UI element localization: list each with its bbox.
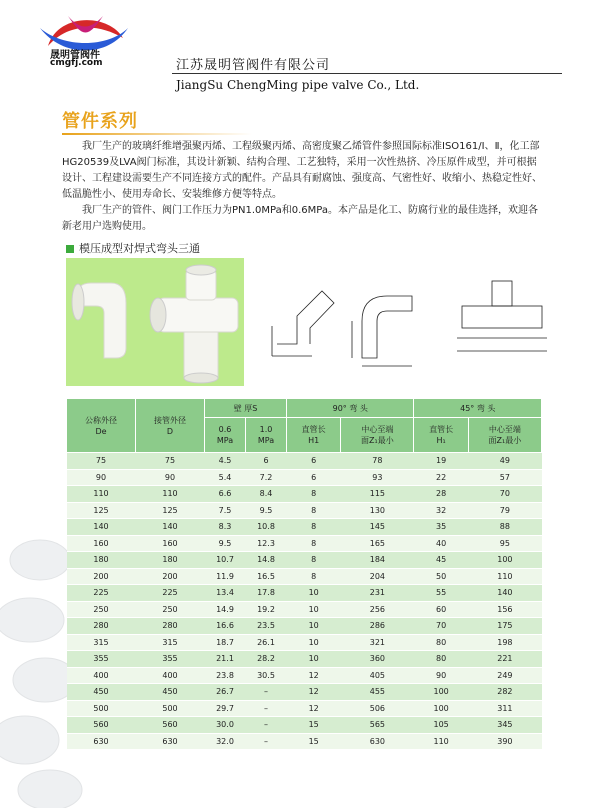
table-cell: 26.7	[205, 684, 246, 701]
table-cell: 221	[468, 651, 541, 668]
table-cell: 49	[468, 453, 541, 470]
table-cell: 32	[414, 502, 468, 519]
table-cell: 10.8	[246, 519, 287, 536]
table-cell: 140	[468, 585, 541, 602]
table-cell: 40	[414, 535, 468, 552]
table-row	[67, 684, 542, 701]
table-cell: 140	[136, 519, 205, 536]
table-cell: 30.5	[246, 667, 287, 684]
table-cell: 145	[341, 519, 414, 536]
table-cell: 110	[136, 486, 205, 503]
intro-paragraph: 我厂生产的玻璃纤维增强聚丙烯、工程级聚丙烯、高密度聚乙烯管件参照国际标准ISO161/Ⅰ、Ⅱ，化工部HG20539及LVA阀门标准，其设计新颖、结构合理、工艺独特，采用一次性热挤、冷压原件成型，并可根据设计、工程建设需要生产不同连接方式的配件。产品具有耐腐蚀、强度高、气密性好、收缩小、热稳定性好、低温脆性小、使用寿命长、安装维修方便等特点。	[62, 141, 542, 200]
table-cell: 6	[287, 469, 341, 486]
table-cell: 8	[287, 502, 341, 519]
table-cell: 500	[67, 700, 136, 717]
table-cell: 19	[414, 453, 468, 470]
table-cell: 95	[468, 535, 541, 552]
technical-drawings	[262, 266, 562, 370]
table-cell: 45	[414, 552, 468, 569]
table-cell: 198	[468, 634, 541, 651]
table-cell: 390	[468, 733, 541, 750]
table-cell: 5.4	[205, 469, 246, 486]
table-cell: 9.5	[205, 535, 246, 552]
table-cell: 8	[287, 486, 341, 503]
table-cell: 80	[414, 634, 468, 651]
table-cell: 28.2	[246, 651, 287, 668]
table-cell: 6	[246, 453, 287, 470]
bullet-square-icon	[66, 245, 74, 253]
table-cell: 29.7	[205, 700, 246, 717]
table-cell: 100	[414, 684, 468, 701]
table-cell: 250	[67, 601, 136, 618]
table-cell: 156	[468, 601, 541, 618]
table-cell: 125	[136, 502, 205, 519]
table-cell: 249	[468, 667, 541, 684]
elbow-tee-image	[66, 258, 244, 386]
table-cell: –	[246, 700, 287, 717]
pressure-paragraph: 我厂生产的管件、阀门工作压力为PN1.0MPa和0.6MPa。本产品是化工、防腐行业的最佳选择，欢迎各新老用户选购使用。	[62, 205, 538, 232]
table-cell: 10	[287, 585, 341, 602]
table-cell: 256	[341, 601, 414, 618]
table-cell: 90	[414, 667, 468, 684]
table-cell: 90	[67, 469, 136, 486]
table-cell: 15	[287, 717, 341, 734]
table-row	[67, 552, 542, 569]
table-cell: 28	[414, 486, 468, 503]
table-cell: 93	[341, 469, 414, 486]
header-center-45: 中心至端 面Z₁最小	[468, 418, 541, 453]
header-wall-thickness: 壁 厚S	[205, 399, 287, 418]
table-cell: 200	[136, 568, 205, 585]
table-cell: 560	[67, 717, 136, 734]
table-cell: 360	[341, 651, 414, 668]
table-cell: 405	[341, 667, 414, 684]
table-cell: 400	[67, 667, 136, 684]
table-cell: 4.5	[205, 453, 246, 470]
table-cell: 6.6	[205, 486, 246, 503]
table-cell: 30.0	[205, 717, 246, 734]
table-cell: 8.3	[205, 519, 246, 536]
table-cell: 10	[287, 651, 341, 668]
title-underline	[62, 133, 252, 135]
table-cell: 180	[67, 552, 136, 569]
table-cell: 560	[136, 717, 205, 734]
table-cell: 17.8	[246, 585, 287, 602]
table-row	[67, 601, 542, 618]
table-cell: 7.5	[205, 502, 246, 519]
table-cell: –	[246, 717, 287, 734]
table-cell: –	[246, 733, 287, 750]
table-cell: 100	[414, 700, 468, 717]
table-cell: 79	[468, 502, 541, 519]
table-cell: 180	[136, 552, 205, 569]
table-cell: 225	[67, 585, 136, 602]
table-cell: 115	[341, 486, 414, 503]
table-cell: 14.9	[205, 601, 246, 618]
table-cell: 355	[67, 651, 136, 668]
table-cell: 110	[468, 568, 541, 585]
table-cell: 78	[341, 453, 414, 470]
table-cell: 105	[414, 717, 468, 734]
company-name-cn: 江苏晟明管阀件有限公司	[176, 58, 331, 73]
table-cell: 345	[468, 717, 541, 734]
table-cell: 500	[136, 700, 205, 717]
subheading-text: 模压成型对焊式弯头三通	[79, 242, 200, 255]
table-cell: 10	[287, 601, 341, 618]
table-cell: 100	[468, 552, 541, 569]
table-cell: 321	[341, 634, 414, 651]
table-cell: 565	[341, 717, 414, 734]
table-cell: 311	[468, 700, 541, 717]
table-cell: 455	[341, 684, 414, 701]
table-cell: 10.7	[205, 552, 246, 569]
table-cell: 75	[136, 453, 205, 470]
table-row	[67, 568, 542, 585]
table-cell: 18.7	[205, 634, 246, 651]
table-cell: 70	[468, 486, 541, 503]
table-cell: 22	[414, 469, 468, 486]
header-straight-90: 直管长 H1	[287, 418, 341, 453]
table-cell: 6	[287, 453, 341, 470]
table-cell: 80	[414, 651, 468, 668]
table-row	[67, 585, 542, 602]
table-cell: 8	[287, 568, 341, 585]
table-cell: 23.5	[246, 618, 287, 635]
table-cell: 184	[341, 552, 414, 569]
table-cell: 88	[468, 519, 541, 536]
table-cell: 450	[136, 684, 205, 701]
table-cell: 280	[136, 618, 205, 635]
table-cell: 23.8	[205, 667, 246, 684]
table-cell: 32.0	[205, 733, 246, 750]
header-divider	[172, 73, 562, 74]
table-cell: 75	[67, 453, 136, 470]
table-cell: 225	[136, 585, 205, 602]
header-pipe-od: 接管外径 D	[136, 399, 205, 453]
table-cell: 12.3	[246, 535, 287, 552]
table-cell: 110	[67, 486, 136, 503]
header-wall-06: 0.6 MPa	[205, 418, 246, 453]
header-straight-45: 直管长 H₁	[414, 418, 468, 453]
table-row	[67, 469, 542, 486]
table-cell: 8	[287, 552, 341, 569]
table-cell: 250	[136, 601, 205, 618]
table-cell: 26.1	[246, 634, 287, 651]
table-cell: 60	[414, 601, 468, 618]
table-row	[67, 667, 542, 684]
table-cell: 630	[341, 733, 414, 750]
table-row	[67, 453, 542, 470]
table-cell: 175	[468, 618, 541, 635]
table-cell: 165	[341, 535, 414, 552]
table-row	[67, 733, 542, 750]
table-cell: 8.4	[246, 486, 287, 503]
table-cell: 70	[414, 618, 468, 635]
table-cell: 400	[136, 667, 205, 684]
table-row	[67, 700, 542, 717]
table-cell: 16.5	[246, 568, 287, 585]
logo-url: cmgfj.com	[50, 58, 103, 68]
table-cell: 8	[287, 535, 341, 552]
table-cell: 16.6	[205, 618, 246, 635]
table-cell: 204	[341, 568, 414, 585]
table-cell: 630	[136, 733, 205, 750]
table-cell: 160	[67, 535, 136, 552]
table-cell: 15	[287, 733, 341, 750]
table-cell: 12	[287, 684, 341, 701]
table-cell: 282	[468, 684, 541, 701]
table-cell: 90	[136, 469, 205, 486]
table-cell: 280	[67, 618, 136, 635]
table-cell: 315	[67, 634, 136, 651]
header-wall-10: 1.0 MPa	[246, 418, 287, 453]
table-cell: 231	[341, 585, 414, 602]
table-cell: 35	[414, 519, 468, 536]
table-cell: 12	[287, 700, 341, 717]
table-cell: 450	[67, 684, 136, 701]
table-cell: 12	[287, 667, 341, 684]
table-cell: 286	[341, 618, 414, 635]
table-cell: 55	[414, 585, 468, 602]
table-row	[67, 618, 542, 635]
table-cell: 7.2	[246, 469, 287, 486]
table-cell: 10	[287, 634, 341, 651]
table-cell: 9.5	[246, 502, 287, 519]
table-row	[67, 486, 542, 503]
table-cell: 315	[136, 634, 205, 651]
table-row	[67, 651, 542, 668]
section-title: 管件系列	[62, 111, 138, 132]
table-row	[67, 634, 542, 651]
table-cell: 630	[67, 733, 136, 750]
table-cell: 140	[67, 519, 136, 536]
table-cell: 506	[341, 700, 414, 717]
fittings-spec-table	[66, 398, 542, 750]
table-row	[67, 519, 542, 536]
table-cell: 200	[67, 568, 136, 585]
header-nominal-od: 公称外径 De	[67, 399, 136, 453]
table-row	[67, 535, 542, 552]
table-cell: 21.1	[205, 651, 246, 668]
header-center-90: 中心至端 面Z₁最小	[341, 418, 414, 453]
table-cell: 57	[468, 469, 541, 486]
logo-text: 晟明管阀件	[50, 50, 100, 61]
header-elbow-90: 90° 弯 头	[287, 399, 414, 418]
table-cell: 19.2	[246, 601, 287, 618]
table-cell: 11.9	[205, 568, 246, 585]
table-cell: 130	[341, 502, 414, 519]
product-subheading	[66, 240, 200, 256]
company-name-en: JiangSu ChengMing pipe valve Co., Ltd.	[176, 78, 420, 92]
table-cell: 8	[287, 519, 341, 536]
header-elbow-45: 45° 弯 头	[414, 399, 542, 418]
table-cell: 10	[287, 618, 341, 635]
table-cell: 160	[136, 535, 205, 552]
table-row	[67, 502, 542, 519]
table-cell: 13.4	[205, 585, 246, 602]
table-cell: 355	[136, 651, 205, 668]
table-row	[67, 717, 542, 734]
table-cell: 125	[67, 502, 136, 519]
table-cell: 110	[414, 733, 468, 750]
table-body	[67, 453, 542, 750]
table-cell: 50	[414, 568, 468, 585]
table-cell: –	[246, 684, 287, 701]
product-photo	[66, 258, 244, 386]
table-cell: 14.8	[246, 552, 287, 569]
